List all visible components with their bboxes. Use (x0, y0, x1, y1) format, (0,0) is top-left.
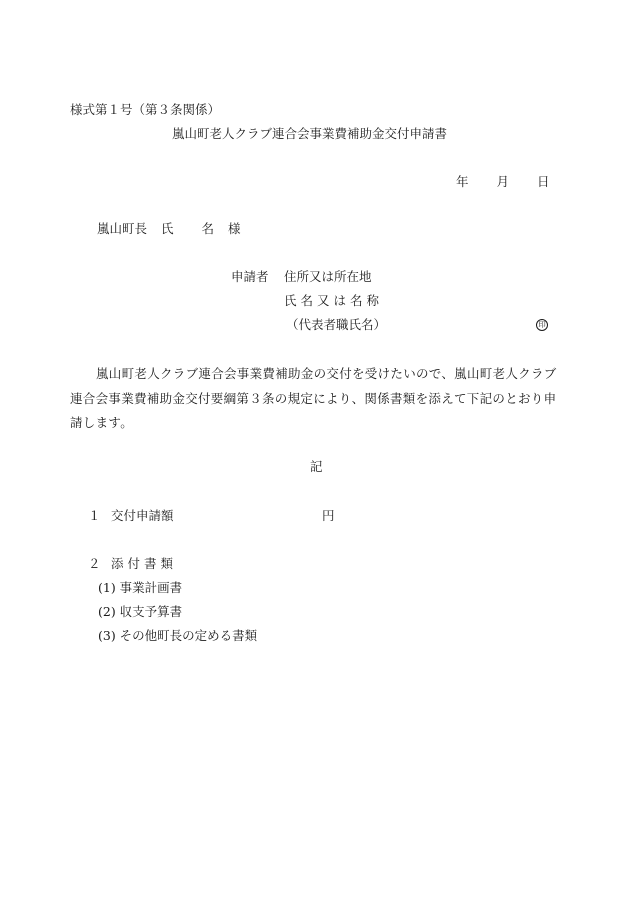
addressee-office: 嵐山町長 (97, 221, 148, 236)
name-label: 氏名又は名称 (284, 293, 384, 308)
addressee-sama: 様 (228, 221, 241, 236)
form-number: 様式第１号（第３条関係） (70, 102, 221, 117)
date-month-label: 月 (496, 174, 510, 189)
attachment-item: (1) 事業計画書 (98, 580, 183, 595)
addressee-mei: 名 (201, 221, 215, 236)
addressee-shi: 氏 (161, 221, 174, 236)
attachment-item: (3) その他町長の定める書類 (98, 628, 258, 643)
addressee (97, 223, 241, 236)
date-line (456, 176, 550, 189)
record-heading: 記 (310, 459, 323, 474)
representative-label: （代表者職氏名） (286, 317, 387, 332)
application-amount-label: 交付申請額 (111, 508, 174, 523)
attachment-item: (2) 収支予算書 (98, 604, 183, 619)
document-title: 嵐山町老人クラブ連合会事業費補助金交付申請書 (172, 126, 448, 141)
date-day-label: 日 (537, 174, 550, 189)
item-number: ２ (88, 556, 101, 571)
item-number: １ (88, 508, 101, 523)
date-year-label: 年 (456, 174, 469, 189)
seal-mark: 印 (536, 319, 548, 331)
address-label: 住所又は所在地 (284, 269, 372, 284)
body-paragraph: 嵐山町老人クラブ連合会事業費補助金の交付を受けたいので、嵐山町老人クラブ連合会事業費補助金交付要綱第３条の規定により、関係書類を添えて下記のとおり申請します。 (70, 366, 557, 430)
attachments-label: 添付書類 (111, 556, 178, 571)
applicant-label: 申請者 (231, 269, 269, 284)
yen-unit: 円 (322, 508, 335, 523)
